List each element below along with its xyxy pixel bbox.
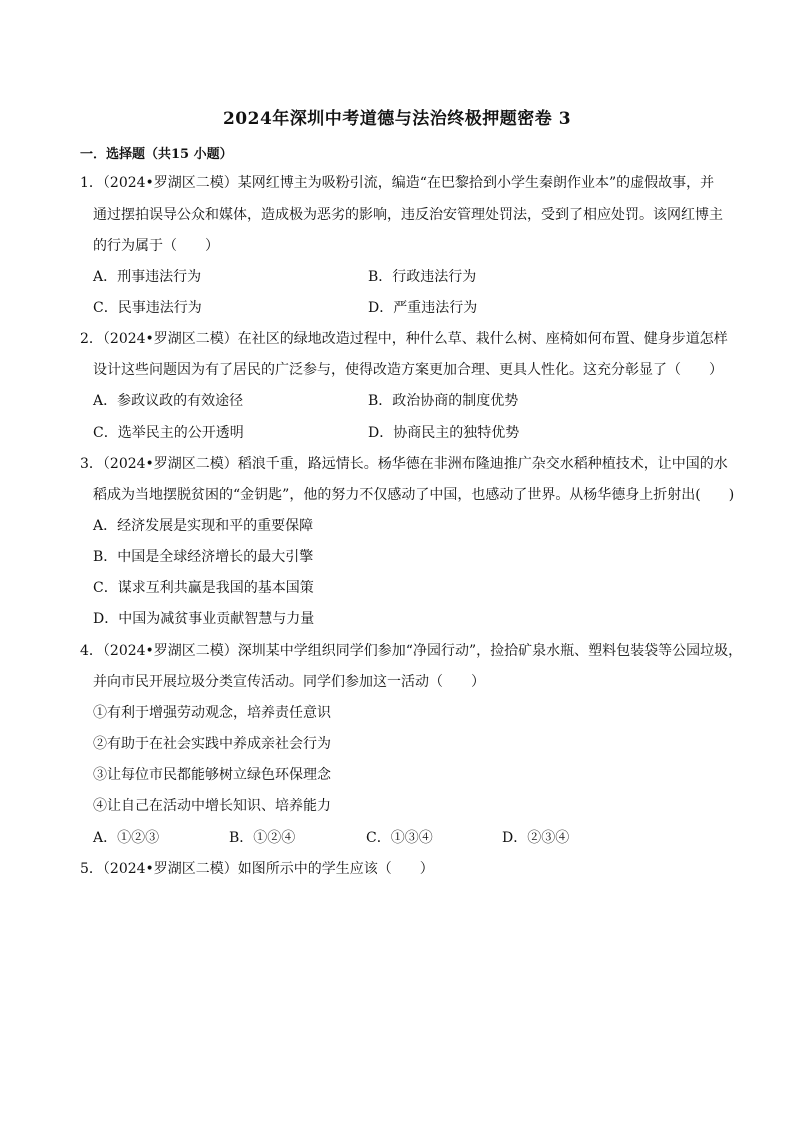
question-text-line: 的行为属于（ ） <box>93 238 219 254</box>
question-text-line: 通过摆拍误导公众和媒体，造成极为恶劣的影响，违反治安管理处罚法，受到了相应处罚。该网红博主 <box>93 207 723 223</box>
statement-3: ③让每位市民都能够树立绿色环保理念 <box>93 767 331 783</box>
question-text-line: 3．（2024•罗湖区二模）稻浪千重，路远情长。杨华德在非洲布隆迪推广杂交水稻种植技术，让中国的水 <box>80 456 728 472</box>
option-d[interactable]: D．协商民主的独特优势 <box>368 425 520 441</box>
option-c[interactable]: C．谋求互利共赢是我国的基本国策 <box>93 580 314 596</box>
question-text-line: 5．（2024•罗湖区二模）如图所示中的学生应该（ ） <box>80 861 434 877</box>
option-b[interactable]: B．①②④ <box>229 830 296 846</box>
statement-1: ①有利于增强劳动观念，培养责任意识 <box>93 705 331 721</box>
option-c[interactable]: C．选举民主的公开透明 <box>93 425 244 441</box>
statement-4: ④让自己在活动中增长知识、培养能力 <box>93 798 331 814</box>
option-d[interactable]: D．严重违法行为 <box>368 300 478 316</box>
option-b[interactable]: B．政治协商的制度优势 <box>368 393 519 409</box>
question-text-line: 4．（2024•罗湖区二模）深圳某中学组织同学们参加“净园行动”，捡拾矿泉水瓶、塑料包装袋等公园垃圾， <box>80 643 743 659</box>
question-text-line: 并向市民开展垃圾分类宣传活动。同学们参加这一活动（ ） <box>93 674 485 690</box>
option-a[interactable]: A．刑事违法行为 <box>93 269 202 285</box>
question-text-line: 2．（2024•罗湖区二模）在社区的绿地改造过程中，种什么草、栽什么树、座椅如何布置、健身步道怎样 <box>80 331 728 347</box>
option-b[interactable]: B．行政违法行为 <box>368 269 477 285</box>
section-heading: 一．选择题（共15 小题） <box>80 147 233 162</box>
question-text-line: 1．（2024•罗湖区二模）某网红博主为吸粉引流，编造“在巴黎拾到小学生秦朗作业本”的虚假故事，并 <box>80 175 715 191</box>
option-a[interactable]: A．经济发展是实现和平的重要保障 <box>93 518 314 534</box>
question-text-line: 稻成为当地摆脱贫困的“金钥匙”，他的努力不仅感动了中国，也感动了世界。从杨华德身上折射出( ) <box>93 487 735 503</box>
option-a[interactable]: A．①②③ <box>93 830 160 846</box>
option-b[interactable]: B．中国是全球经济增长的最大引擎 <box>93 549 314 565</box>
question-text-line: 设计这些问题因为有了居民的广泛参与，使得改造方案更加合理、更具人性化。这充分彰显了（ ） <box>93 362 723 378</box>
option-a[interactable]: A．参政议政的有效途径 <box>93 393 244 409</box>
statement-2: ②有助于在社会实践中养成亲社会行为 <box>93 736 331 752</box>
page-title: 2024年深圳中考道德与法治终极押题密卷 3 <box>222 109 572 129</box>
option-d[interactable]: D．②③④ <box>502 830 570 846</box>
option-c[interactable]: C．①③④ <box>366 830 433 846</box>
option-c[interactable]: C．民事违法行为 <box>93 300 202 316</box>
option-d[interactable]: D．中国为减贫事业贡献智慧与力量 <box>93 611 315 627</box>
